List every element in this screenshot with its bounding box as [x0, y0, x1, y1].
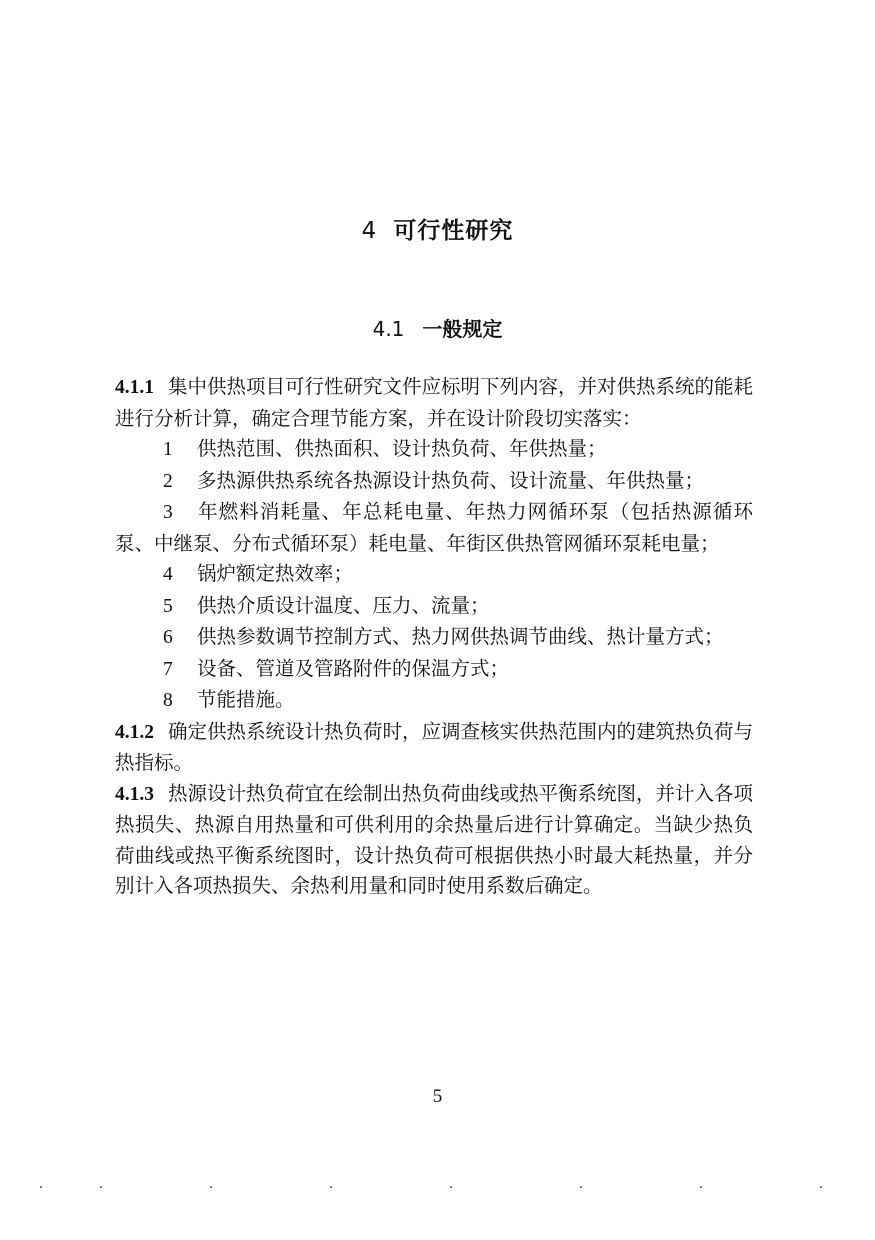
- item-number: 8: [163, 690, 173, 711]
- list-item: [115, 466, 753, 498]
- clause-number: 4.1.2: [115, 721, 154, 743]
- page-number: 5: [432, 1086, 443, 1107]
- clause-text: 集中供热项目可行性研究文件应标明下列内容，并对供热系统的能耗进行分析计算，确定合理节能方案，并在设计阶段切实落实：: [115, 375, 754, 430]
- item-text: 锅炉额定热效率；: [197, 562, 354, 585]
- clause-number: 4.1.1: [115, 377, 154, 398]
- list-item: [115, 591, 753, 623]
- clause-number: 4.1.3: [115, 783, 154, 805]
- item-text: 设备、管道及管路附件的保温方式；: [197, 656, 510, 680]
- item-text: 节能措施。: [197, 688, 295, 711]
- list-item: [115, 497, 753, 559]
- item-text: 多热源供热系统各热源设计热负荷、设计流量、年供热量；: [197, 468, 705, 492]
- chapter-heading: [0, 212, 875, 245]
- clause-text: 热源设计热负荷宜在绘制出热负荷曲线或热平衡系统图，并计入各项热损失、热源自用热量和可供利用的余热量后进行计算确定。当缺少热负荷曲线或热平衡系统图时，设计热负荷可根据供热小时最大耗热量，并分别计入各项热损失、余热利用量和同时使用系数后确定。: [115, 781, 754, 897]
- body-text: [115, 372, 753, 902]
- item-text: 供热范围、供热面积、设计热负荷、年供热量；: [197, 437, 607, 460]
- scan-mark: [450, 1186, 452, 1188]
- item-number: 4: [163, 564, 173, 585]
- scan-mark: [100, 1186, 102, 1188]
- item-text: 年燃料消耗量、年总耗电量、年热力网循环泵（包括热源循环泵、中继泵、分布式循环泵）耗电量、年街区供热管网循环泵耗电量；: [115, 500, 753, 555]
- list-item: [115, 685, 753, 717]
- clause-4-1-1: [115, 372, 753, 434]
- chapter-number: 4: [361, 218, 378, 244]
- scan-mark: [820, 1186, 822, 1188]
- item-number: 6: [163, 627, 173, 648]
- item-number: 7: [163, 658, 173, 680]
- list-item: [115, 559, 753, 591]
- clause-text: 确定供热系统设计热负荷时，应调查核实供热范围内的建筑热负荷与热指标。: [115, 719, 754, 774]
- scan-mark: [330, 1186, 332, 1188]
- item-text: 供热参数调节控制方式、热力网供热调节曲线、热计量方式；: [197, 625, 724, 648]
- scan-mark: [700, 1186, 702, 1188]
- scan-mark: [580, 1186, 582, 1188]
- section-number: 4.1: [372, 317, 405, 341]
- item-number: 1: [163, 439, 173, 460]
- section-title: 一般规定: [422, 317, 503, 341]
- item-number: 2: [163, 470, 173, 492]
- list-item: [115, 434, 753, 466]
- clause-4-1-2: [115, 717, 753, 779]
- scan-mark: [40, 1186, 42, 1188]
- clause-4-1-3: [115, 779, 753, 902]
- scan-artifact-dots: [40, 1186, 840, 1190]
- item-number: 5: [163, 595, 173, 617]
- list-item: [115, 622, 753, 654]
- list-item: [115, 654, 753, 686]
- section-heading: [0, 313, 875, 342]
- chapter-title: 可行性研究: [393, 218, 514, 244]
- item-number: 3: [163, 502, 173, 523]
- item-text: 供热介质设计温度、压力、流量；: [197, 593, 490, 617]
- scan-mark: [210, 1186, 212, 1188]
